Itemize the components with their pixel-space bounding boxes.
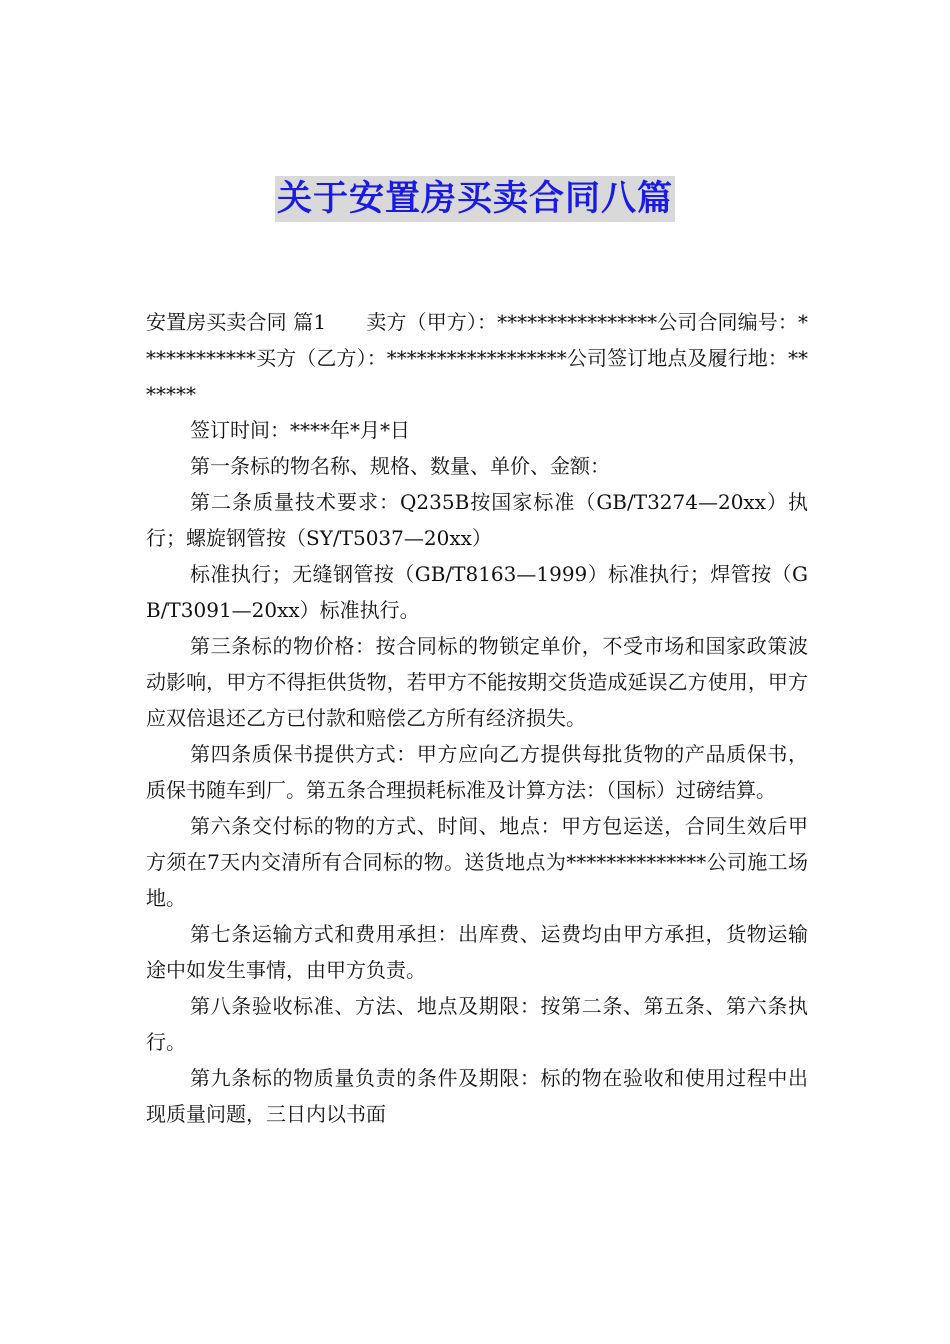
paragraph-sign-date: 签订时间：****年*月*日	[190, 418, 410, 442]
paragraph-article-4-5: 第四条质保书提供方式：甲方应向乙方提供每批货物的产品质保书，质保书随车到厂。第五条合理损耗标准及计算方法：（国标）过磅结算。	[146, 742, 808, 802]
paragraph-article-6: 第六条交付标的物的方式、时间、地点：甲方包运送，合同生效后甲方须在7天内交清所有合同标的物。送货地点为**************公司施工场地。	[146, 814, 808, 910]
paragraph-article-8: 第八条验收标准、方法、地点及期限：按第二条、第五条、第六条执行。	[146, 994, 808, 1054]
paragraph-article-3: 第三条标的物价格：按合同标的物锁定单价，不受市场和国家政策波动影响，甲方不得拒供货物，若甲方不能按期交货造成延误乙方使用，甲方应双倍退还乙方已付款和赔偿乙方所有经济损失。	[146, 634, 808, 730]
paragraph-article-2: 第二条质量技术要求：Q235B按国家标准（GB/T3274—20xx）执行；螺旋钢管按（SY/T5037—20xx）	[146, 490, 808, 550]
paragraph-article-2-cont: 标准执行；无缝钢管按（GB/T8163—1999）标准执行；焊管按（GB/T3091—20xx）标准执行。	[146, 562, 808, 622]
document-title: 关于安置房买卖合同八篇	[275, 176, 675, 222]
paragraph-article-7: 第七条运输方式和费用承担：出库费、运费均由甲方承担，货物运输途中如发生事情，由甲方负责。	[146, 922, 808, 982]
document-body	[146, 304, 808, 1132]
paragraph-article-9: 第九条标的物质量负责的条件及期限：标的物在验收和使用过程中出现质量问题，三日内以书面	[146, 1066, 808, 1126]
paragraph-article-1: 第一条标的物名称、规格、数量、单价、金额：	[190, 454, 610, 478]
title-container	[0, 176, 950, 222]
paragraph-intro: 安置房买卖合同 篇1 卖方（甲方）：****************公司合同编号：************买方（乙方）：******************公司签订地点及履行地：*******	[146, 310, 808, 406]
